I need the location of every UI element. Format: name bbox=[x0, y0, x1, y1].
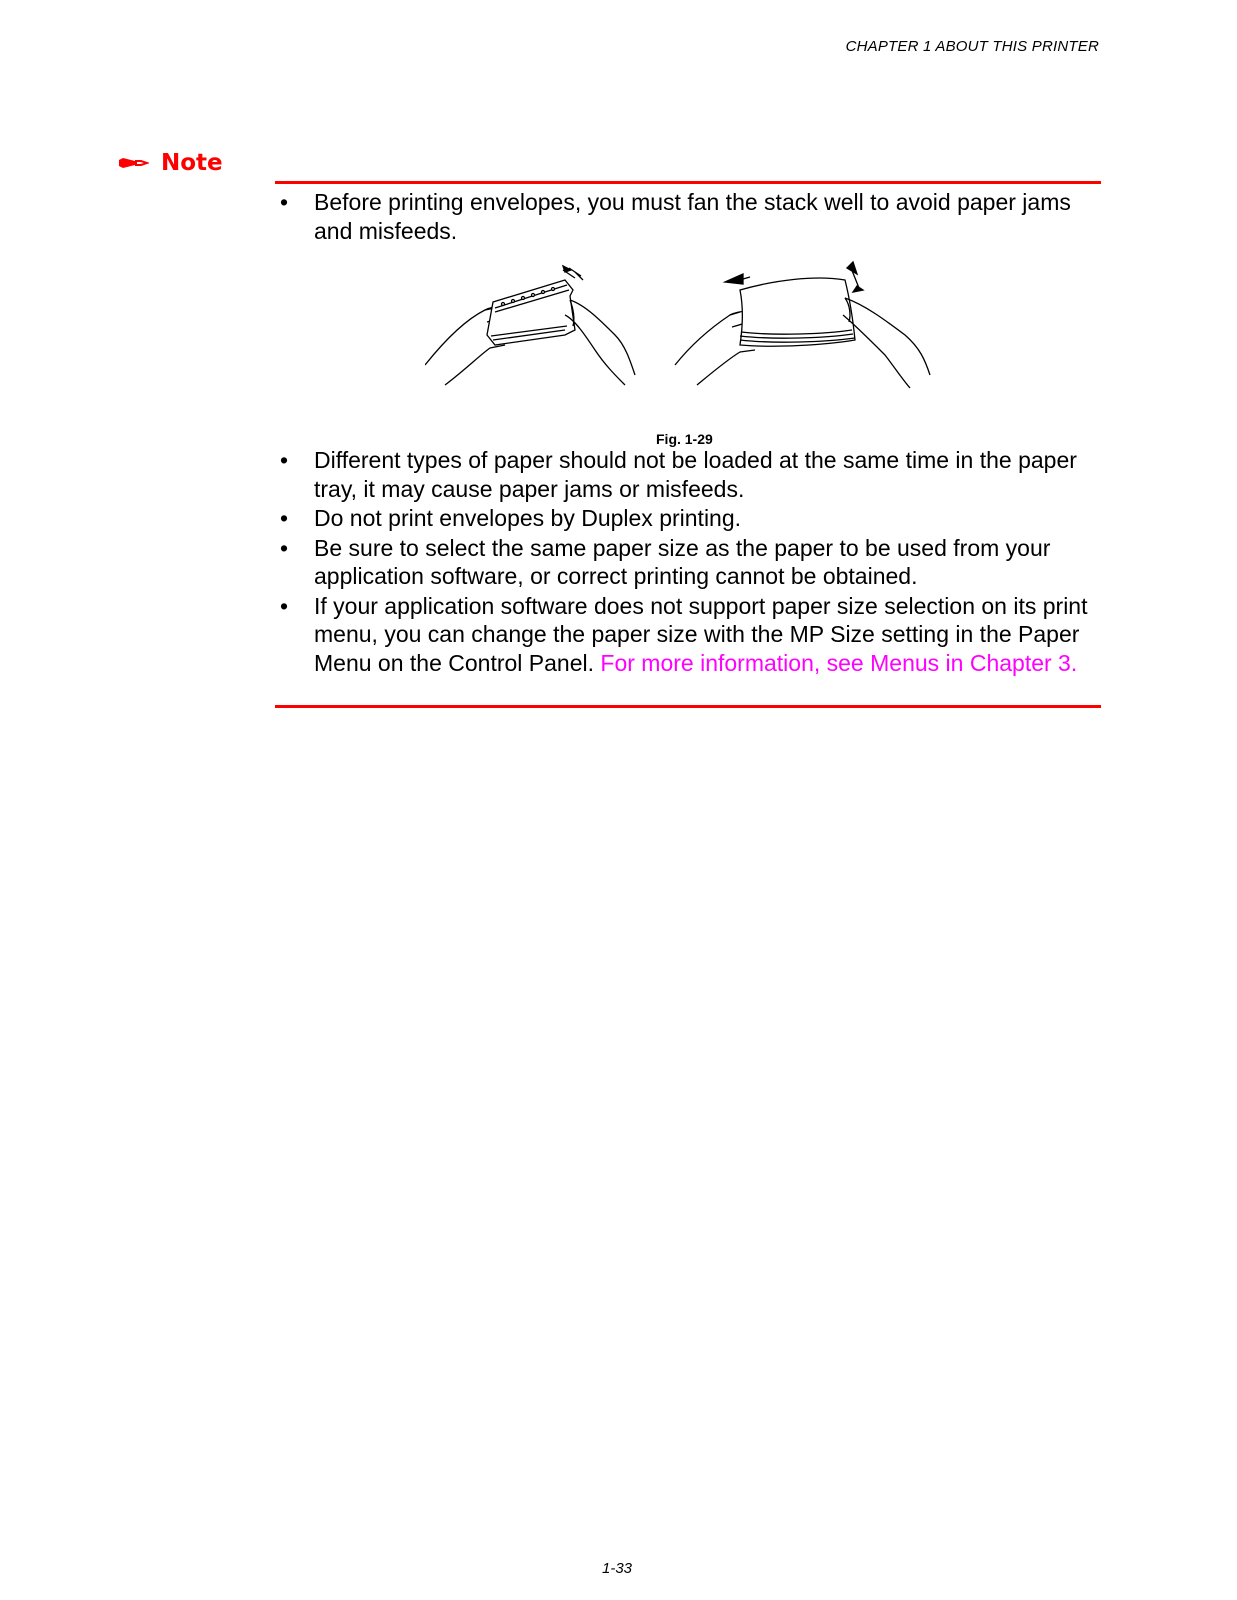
pencil-icon bbox=[119, 156, 149, 170]
list-item bbox=[280, 534, 1110, 591]
bullet-dot: • bbox=[280, 592, 289, 619]
list-item-text: Do not print envelopes by Duplex printing. bbox=[314, 505, 742, 531]
list-item-text: Before printing envelopes, you must fan the stack well to avoid paper jams and misfeeds. bbox=[314, 189, 1071, 244]
list-item bbox=[280, 504, 1110, 533]
list-item-text bbox=[314, 592, 1110, 678]
bullet-dot: • bbox=[280, 534, 289, 561]
page-number: 1-33 bbox=[602, 1560, 633, 1577]
bullet-dot: • bbox=[280, 447, 289, 473]
note-heading bbox=[119, 150, 223, 176]
figure-caption: Fig. 1-29 bbox=[656, 431, 713, 447]
note-bullets-after-figure bbox=[280, 446, 1110, 678]
note-top-rule bbox=[275, 181, 1101, 184]
list-item bbox=[280, 188, 1110, 245]
bullet-dot: • bbox=[280, 189, 289, 215]
list-item bbox=[280, 446, 1110, 503]
note-bottom-rule bbox=[275, 705, 1101, 708]
running-header: CHAPTER 1 ABOUT THIS PRINTER bbox=[845, 38, 1099, 55]
cross-reference-link[interactable]: For more information, see Menus in Chapter 3. bbox=[600, 649, 1078, 676]
list-item-text: Different types of paper should not be loaded at the same time in the paper tray, it may cause paper jams or misfeeds. bbox=[314, 447, 1077, 502]
list-item-body: If your application software does not support paper size selection on its print menu, you can change the paper size with the MP Size setting in the Paper Menu on the Control Panel. bbox=[314, 592, 1088, 676]
note-title: Note bbox=[161, 150, 223, 176]
fanning-envelopes-illustration bbox=[425, 260, 955, 400]
list-item-text: Be sure to select the same paper size as the paper to be used from your application software, or correct printing cannot be obtained. bbox=[314, 534, 1051, 589]
bullet-dot: • bbox=[280, 505, 289, 531]
note-bullets-before-figure bbox=[280, 188, 1110, 246]
list-item bbox=[280, 592, 1110, 678]
